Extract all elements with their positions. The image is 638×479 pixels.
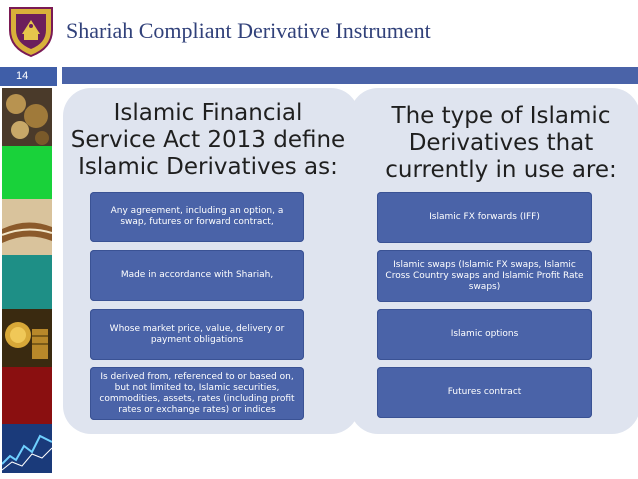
- left-item-market-price: Whose market price, value, delivery or payment obligations: [90, 309, 304, 360]
- left-item-derived: Is derived from, referenced to or based on, but not limited to, Islamic securities, commodities, assets, rates (including profit rates or exchange rates) or indices: [90, 367, 304, 420]
- left-item-shariah: Made in accordance with Shariah,: [90, 250, 304, 301]
- right-item-futures: Futures contract: [377, 367, 592, 418]
- book-thumbnail: [2, 199, 52, 255]
- right-heading: The type of Islamic Derivatives that currently in use are:: [385, 103, 617, 183]
- gold-coins-thumbnail: [2, 88, 52, 146]
- maroon-block-thumbnail: [2, 367, 52, 424]
- page-number-box: [0, 67, 57, 86]
- green-block-thumbnail: [2, 146, 52, 199]
- page-number: 14: [16, 70, 29, 82]
- right-item-swaps: Islamic swaps (Islamic FX swaps, Islamic Cross Country swaps and Islamic Profit Rate swaps): [377, 250, 592, 302]
- stock-chart-thumbnail: [2, 424, 52, 473]
- left-item-agreement: Any agreement, including an option, a swap, futures or forward contract,: [90, 192, 304, 242]
- coins-stack-thumbnail: [2, 309, 52, 367]
- page-title: Shariah Compliant Derivative Instrument: [66, 18, 431, 43]
- thumbnail-strip: [2, 88, 52, 473]
- university-crest-logo: [6, 4, 56, 58]
- right-item-options: Islamic options: [377, 309, 592, 360]
- left-heading: Islamic Financial Service Act 2013 define Islamic Derivatives as:: [70, 100, 346, 180]
- teal-block-thumbnail: [2, 255, 52, 309]
- header-bar: [62, 67, 638, 84]
- right-item-fx-forwards: Islamic FX forwards (IFF): [377, 192, 592, 243]
